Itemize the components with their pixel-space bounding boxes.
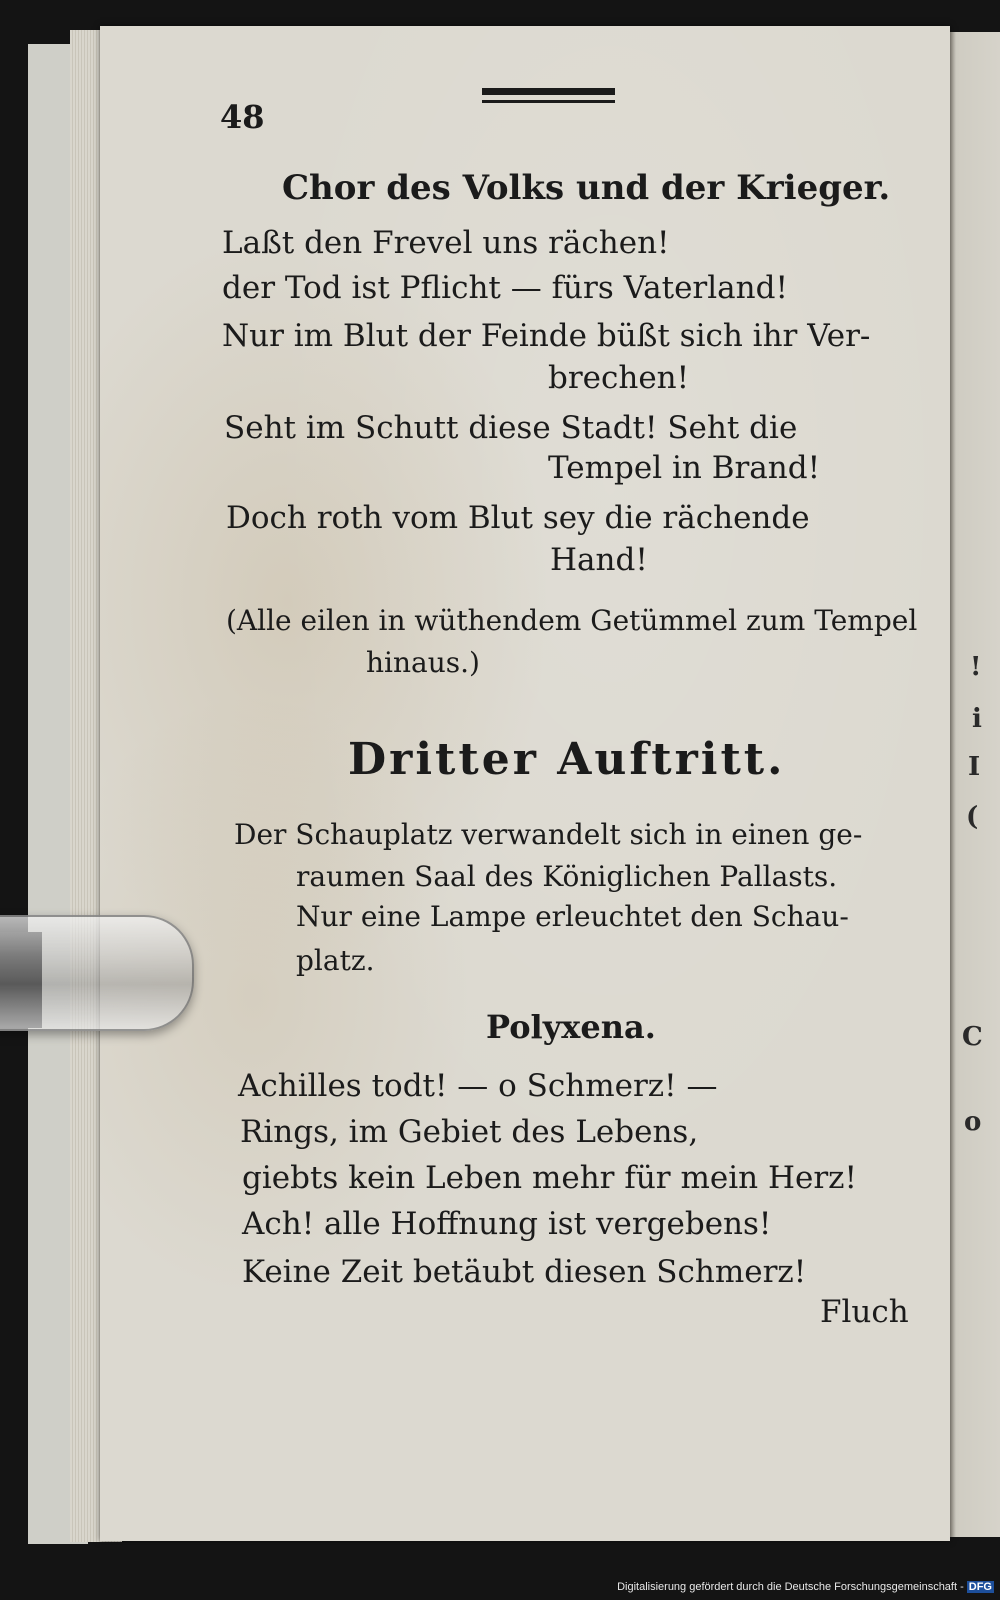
footer-credit	[617, 1581, 994, 1593]
verse-line: Seht im Schutt diese Stadt! Seht die	[224, 410, 798, 446]
verse-line: Rings, im Gebiet des Lebens,	[240, 1114, 699, 1150]
footer-credit-text: Digitalisierung gefördert durch die Deutsche Forschungsgemeinschaft -	[617, 1581, 964, 1593]
verse-line: Laßt den Frevel uns rächen!	[222, 225, 670, 261]
verse-line: Ach! alle Hoffnung ist vergebens!	[242, 1206, 772, 1242]
verse-line: der Tod ist Pflicht — fürs Vaterland!	[222, 270, 788, 306]
page-number: 48	[220, 98, 265, 136]
verse-line: Achilles todt! — o Schmerz! —	[238, 1068, 718, 1104]
scene-description-line: Der Schauplatz verwandelt sich in einen ge-	[234, 818, 863, 851]
digitization-footer	[0, 1578, 1000, 1600]
verse-line: Keine Zeit betäubt diesen Schmerz!	[242, 1254, 807, 1290]
verse-line-continuation: brechen!	[548, 360, 690, 396]
stage-direction: (Alle eilen in wüthendem Getümmel zum Tempel	[226, 604, 918, 637]
verse-line-continuation: Tempel in Brand!	[548, 450, 821, 486]
dfg-logo: DFG	[968, 1581, 992, 1593]
chorus-heading: Chor des Volks und der Krieger.	[282, 168, 891, 208]
catchword: Fluch	[820, 1294, 909, 1330]
verse-line: Nur im Blut der Feinde büßt sich ihr Ver-	[222, 318, 871, 354]
facing-page: ! i I ( C o	[948, 32, 1000, 1537]
speaker-name: Polyxena.	[486, 1008, 656, 1046]
glass-page-weight	[0, 915, 194, 1031]
scene-description-line: raumen Saal des Königlichen Pallasts.	[296, 860, 838, 893]
scene-description-line: platz.	[296, 944, 375, 977]
header-rule	[482, 88, 615, 108]
scene-description-line: Nur eine Lampe erleuchtet den Schau-	[296, 900, 849, 933]
verse-line-continuation: Hand!	[550, 542, 648, 578]
verse-line: Doch roth vom Blut sey die rächende	[226, 500, 810, 536]
scene-title: Dritter Auftritt.	[348, 734, 786, 785]
stage-direction-continuation: hinaus.)	[366, 646, 480, 679]
verse-line: giebts kein Leben mehr für mein Herz!	[242, 1160, 857, 1196]
